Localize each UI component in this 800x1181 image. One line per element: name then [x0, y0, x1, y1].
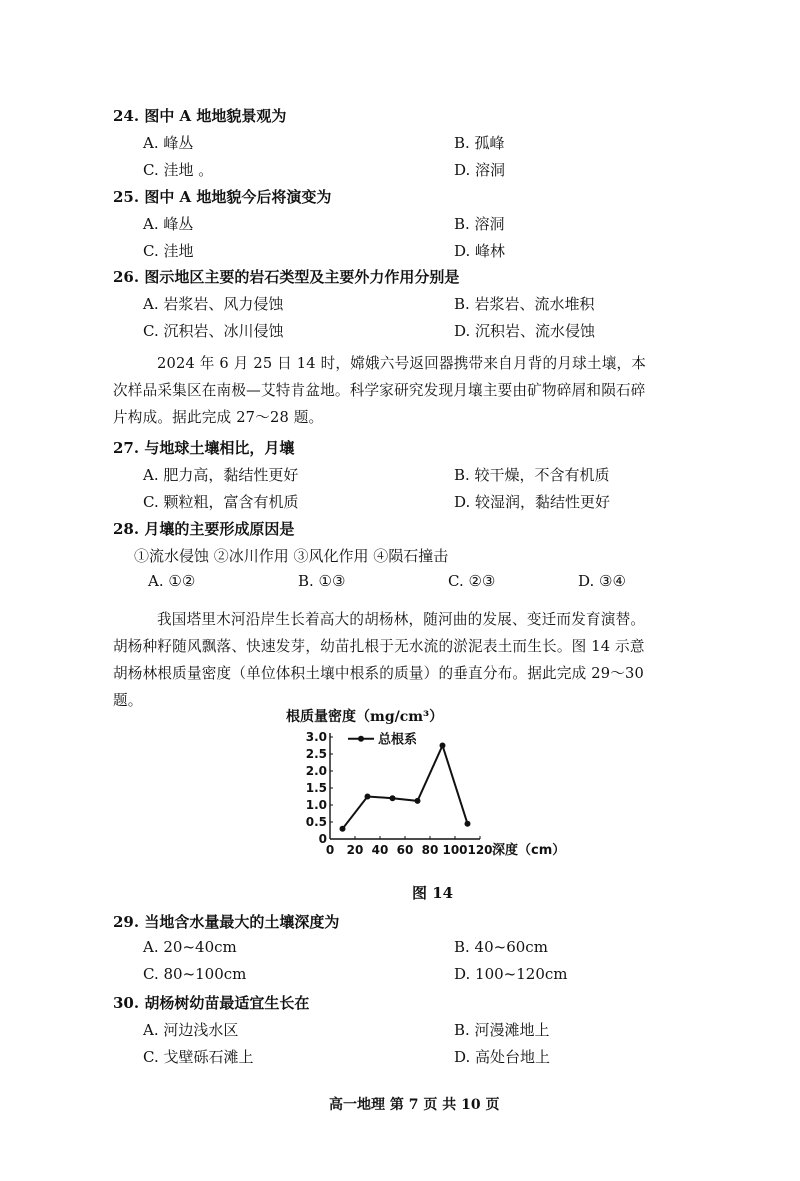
question-25-option-a: A. 峰丛: [143, 215, 194, 233]
question-28-statements: ①流水侵蚀 ②冰川作用 ③风化作用 ④陨石撞击: [134, 547, 449, 565]
question-30-option-c: C. 戈壁砾石滩上: [143, 1048, 254, 1066]
y-tick-label: 3.0: [305, 730, 327, 744]
question-26-option-a: A. 岩浆岩、风力侵蚀: [143, 295, 284, 313]
data-point: [365, 794, 371, 800]
root-density-chart: [270, 702, 600, 872]
page-footer: 高一地理 第 7 页 共 10 页: [329, 1097, 500, 1113]
question-29-option-a: A. 20~40cm: [143, 938, 237, 956]
x-tick-label: 40: [371, 843, 389, 857]
question-29-option-d: D. 100~120cm: [454, 965, 568, 983]
question-28-stem: 28. 月壤的主要形成原因是: [113, 520, 295, 538]
legend-marker: [358, 736, 364, 742]
data-point: [390, 795, 396, 801]
reading-passage-2: 我国塔里木河沿岸生长着高大的胡杨林，随河曲的发展、变迁而发育演替。胡杨种籽随风飘落、快速发芽，幼苗扎根于无水流的淤泥表土而生长。图 14 示意胡杨林根质量密度（单位体积土壤中根系的质量）的垂直分布。据此完成 29～30 题。: [113, 611, 646, 709]
series-line: [343, 746, 468, 829]
question-25-option-b: B. 溶洞: [454, 215, 505, 233]
question-29-stem: 29. 当地含水量最大的土壤深度为: [113, 913, 340, 931]
y-tick-label: 1.0: [305, 798, 327, 812]
question-25-option-d: D. 峰林: [454, 242, 506, 260]
x-tick-label: 20: [346, 843, 364, 857]
question-26-option-c: C. 沉积岩、冰川侵蚀: [143, 322, 284, 340]
y-tick-label: 2.5: [305, 747, 327, 761]
question-30-option-d: D. 高处台地上: [454, 1048, 551, 1066]
question-27-stem: 27. 与地球土壤相比，月壤: [113, 439, 295, 457]
figure-caption: 图 14: [412, 884, 454, 902]
question-30-option-b: B. 河漫滩地上: [454, 1021, 550, 1039]
question-28-option-a: A. ①②: [148, 572, 196, 590]
question-26-option-d: D. 沉积岩、流水侵蚀: [454, 322, 596, 340]
data-point: [465, 821, 471, 827]
data-point: [440, 743, 446, 749]
question-27-option-a: A. 肥力高，黏结性更好: [143, 466, 299, 484]
question-28-option-d: D. ③④: [578, 572, 626, 590]
question-28-option-c: C. ②③: [448, 572, 496, 590]
question-24-option-d: D. 溶洞: [454, 161, 506, 179]
y-tick-label: 0: [318, 832, 327, 846]
question-24-stem: 24. 图中 A 地地貌景观为: [113, 107, 287, 125]
x-tick-label: 100: [442, 843, 468, 857]
x-axis-label: 深度（cm）: [492, 843, 566, 858]
legend-label: 总根系: [378, 732, 418, 748]
question-29-option-c: C. 80~100cm: [143, 965, 247, 983]
x-tick-label: 80: [421, 843, 439, 857]
chart-canvas: [270, 702, 600, 872]
x-tick-label: 60: [396, 843, 414, 857]
x-tick-label: 0: [325, 843, 335, 857]
question-24-option-c: C. 洼地 。: [143, 161, 214, 179]
y-tick-label: 0.5: [305, 815, 327, 829]
question-27-option-d: D. 较湿润，黏结性更好: [454, 493, 611, 511]
question-27-option-c: C. 颗粒粗，富含有机质: [143, 493, 299, 511]
chart-title: 根质量密度（mg/cm³）: [286, 709, 444, 725]
question-27-option-b: B. 较干燥，不含有机质: [454, 466, 610, 484]
question-25-option-c: C. 洼地: [143, 242, 194, 260]
y-tick-label: 1.5: [305, 781, 327, 795]
data-point: [340, 826, 346, 832]
reading-passage-1: 2024 年 6 月 25 日 14 时，嫦娥六号返回器携带来自月背的月球土壤，本次样品采集区在南极—艾特肯盆地。科学家研究发现月壤主要由矿物碎屑和陨石碎片构成。据此完成 27～28 题。: [113, 355, 647, 426]
question-30-option-a: A. 河边浅水区: [143, 1021, 239, 1039]
question-24-option-b: B. 孤峰: [454, 134, 505, 152]
question-26-option-b: B. 岩浆岩、流水堆积: [454, 295, 595, 313]
question-29-option-b: B. 40~60cm: [454, 938, 548, 956]
question-25-stem: 25. 图中 A 地地貌今后将演变为: [113, 188, 332, 206]
y-tick-label: 2.0: [305, 764, 327, 778]
x-tick-label: 120: [467, 843, 493, 857]
question-30-stem: 30. 胡杨树幼苗最适宜生长在: [113, 994, 310, 1012]
question-28-option-b: B. ①③: [298, 572, 346, 590]
data-point: [415, 798, 421, 804]
question-24-option-a: A. 峰丛: [143, 134, 194, 152]
question-26-stem: 26. 图示地区主要的岩石类型及主要外力作用分别是: [113, 268, 460, 286]
